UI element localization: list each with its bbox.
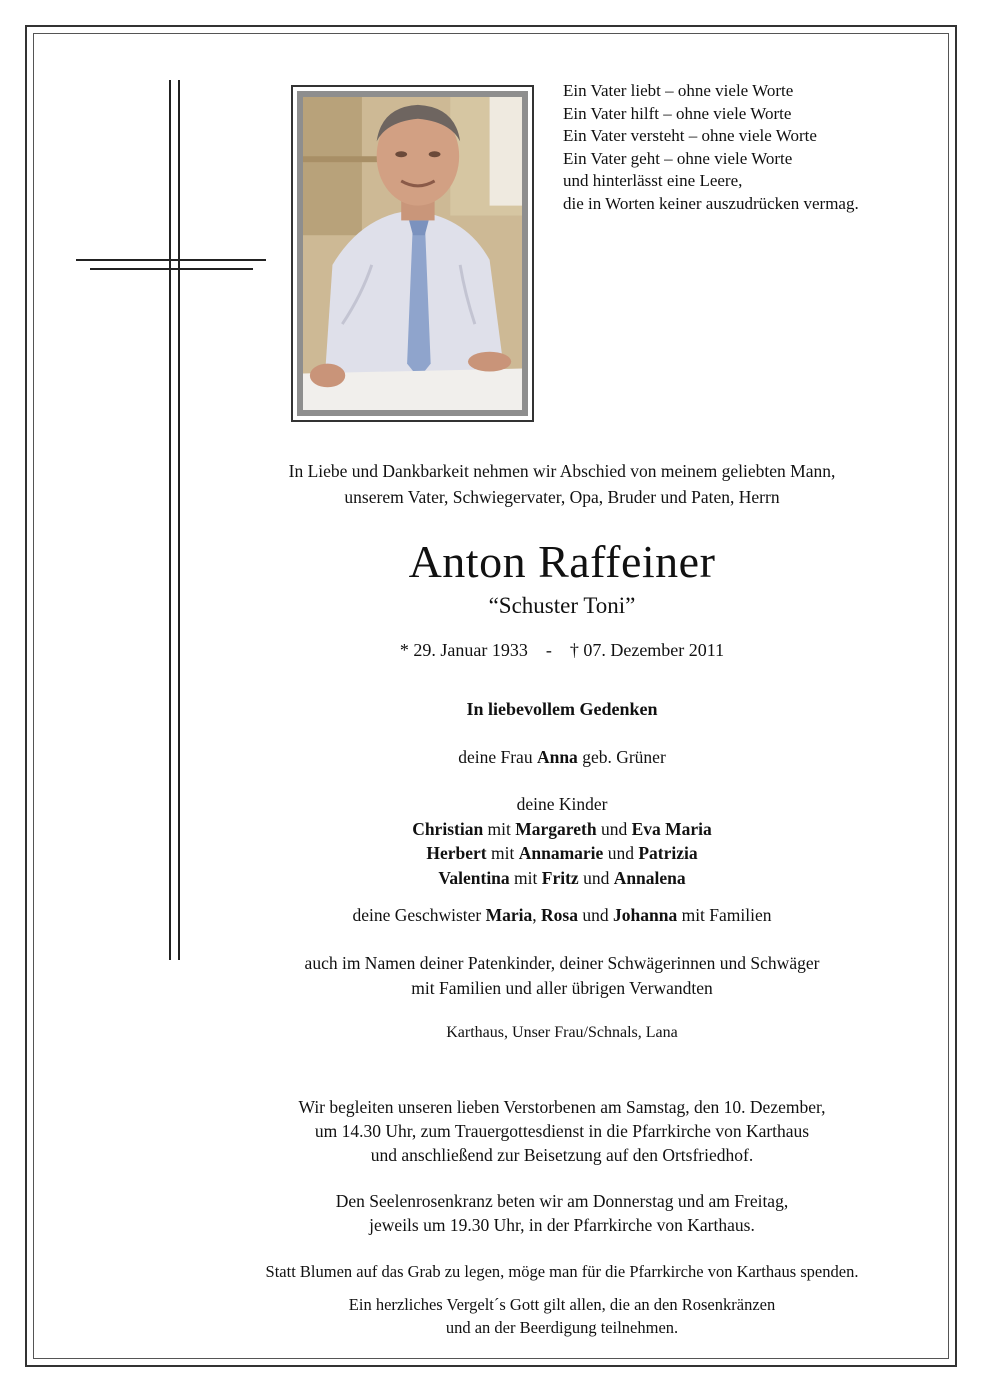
- siblings-line: [200, 902, 924, 928]
- portrait-photo: [303, 97, 522, 410]
- children-label: deine Kinder: [516, 794, 608, 814]
- connector-text: und: [596, 818, 632, 839]
- sibling-name: Maria: [485, 905, 533, 925]
- child-partner: Fritz: [541, 867, 579, 888]
- connector-text: mit: [509, 867, 542, 888]
- cross-horizontal-line: [90, 268, 253, 270]
- thanks-line: Ein herzliches Vergelt´s Gott gilt allen, die an den Rosenkränzen: [348, 1295, 776, 1314]
- child-name: Valentina: [438, 867, 510, 888]
- also-on-behalf: [200, 951, 924, 1000]
- portrait-frame: [291, 85, 534, 422]
- deceased-name: Anton Raffeiner: [408, 536, 716, 587]
- rosary-line: Den Seelenrosenkranz beten wir am Donnerstag und am Freitag,: [335, 1191, 789, 1211]
- grandchild-name: Annalena: [613, 867, 686, 888]
- children-block: [200, 792, 924, 890]
- connector-text: und: [603, 843, 639, 863]
- cross-vertical-line: [178, 80, 180, 960]
- child-name: Herbert: [426, 843, 487, 863]
- cross-horizontal-line: [76, 259, 266, 261]
- cross-vertical-line: [169, 80, 171, 960]
- siblings-prefix: deine Geschwister: [352, 905, 486, 925]
- sibling-name: Rosa: [541, 905, 578, 925]
- also-line: auch im Namen deiner Patenkinder, deiner Schwägerinnen und Schwäger: [304, 953, 820, 973]
- poem-line: und hinterlässt eine Leere,: [563, 171, 743, 191]
- intro-line: unserem Vater, Schwiegervater, Opa, Bruder und Paten, Herrn: [344, 487, 780, 507]
- mourners-heading: In liebevollem Gedenken: [466, 699, 658, 719]
- funeral-line: und anschließend zur Beisetzung auf den Ortsfriedhof.: [370, 1145, 754, 1165]
- places-line: Karthaus, Unser Frau/Schnals, Lana: [446, 1024, 678, 1041]
- thanks-line: und an der Beerdigung teilnehmen.: [445, 1318, 679, 1337]
- connector-text: ,: [532, 905, 542, 925]
- poem: [563, 80, 943, 216]
- birth-date: * 29. Januar 1933: [399, 640, 528, 660]
- grandchild-name: Eva Maria: [631, 818, 712, 839]
- connector-text: mit: [483, 818, 516, 839]
- thanks-note: [200, 1293, 924, 1339]
- date-separator: -: [545, 640, 552, 660]
- connector-text: und: [578, 905, 613, 925]
- death-date: † 07. Dezember 2011: [569, 640, 725, 660]
- poem-line: Ein Vater liebt – ohne viele Worte: [563, 81, 794, 100]
- funeral-line: um 14.30 Uhr, zum Trauergottesdienst in die Pfarrkirche von Karthaus: [314, 1121, 810, 1141]
- deceased-nickname: “Schuster Toni”: [488, 593, 636, 618]
- child-partner: Annamarie: [518, 843, 604, 863]
- poem-line: Ein Vater versteht – ohne viele Worte: [563, 126, 817, 146]
- also-line: mit Familien und aller übrigen Verwandten: [411, 977, 713, 998]
- child-line: [200, 817, 924, 842]
- grandchild-name: Patrizia: [638, 843, 698, 863]
- child-partner: Margareth: [515, 818, 597, 839]
- flowers-note: Statt Blumen auf das Grab zu legen, möge man für die Pfarrkirche von Karthaus spenden.: [265, 1262, 859, 1281]
- rosary-line: jeweils um 19.30 Uhr, in der Pfarrkirche von Karthaus.: [369, 1215, 755, 1235]
- funeral-line: Wir begleiten unseren lieben Verstorbenen am Samstag, den 10. Dezember,: [298, 1097, 826, 1117]
- intro-text: [200, 458, 924, 510]
- connector-text: und: [578, 867, 614, 888]
- sibling-name: Johanna: [613, 905, 678, 925]
- funeral-info: [200, 1095, 924, 1167]
- rosary-info: [200, 1189, 924, 1237]
- intro-line: In Liebe und Dankbarkeit nehmen wir Abschied von meinem geliebten Mann,: [288, 461, 836, 481]
- poem-line: Ein Vater hilft – ohne viele Worte: [563, 103, 792, 123]
- child-line: [200, 841, 924, 866]
- life-dates: [200, 637, 924, 663]
- siblings-suffix: mit Familien: [677, 905, 772, 925]
- wife-suffix: geb. Grüner: [577, 747, 666, 767]
- poem-line: Ein Vater geht – ohne viele Worte: [563, 148, 793, 168]
- child-line: [200, 866, 924, 891]
- wife-line: [200, 744, 924, 770]
- wife-name: Anna: [536, 747, 578, 767]
- poem-line: die in Worten keiner auszudrücken vermag.: [563, 193, 859, 213]
- wife-prefix: deine Frau: [458, 747, 537, 767]
- connector-text: mit: [486, 843, 519, 863]
- child-name: Christian: [412, 818, 484, 839]
